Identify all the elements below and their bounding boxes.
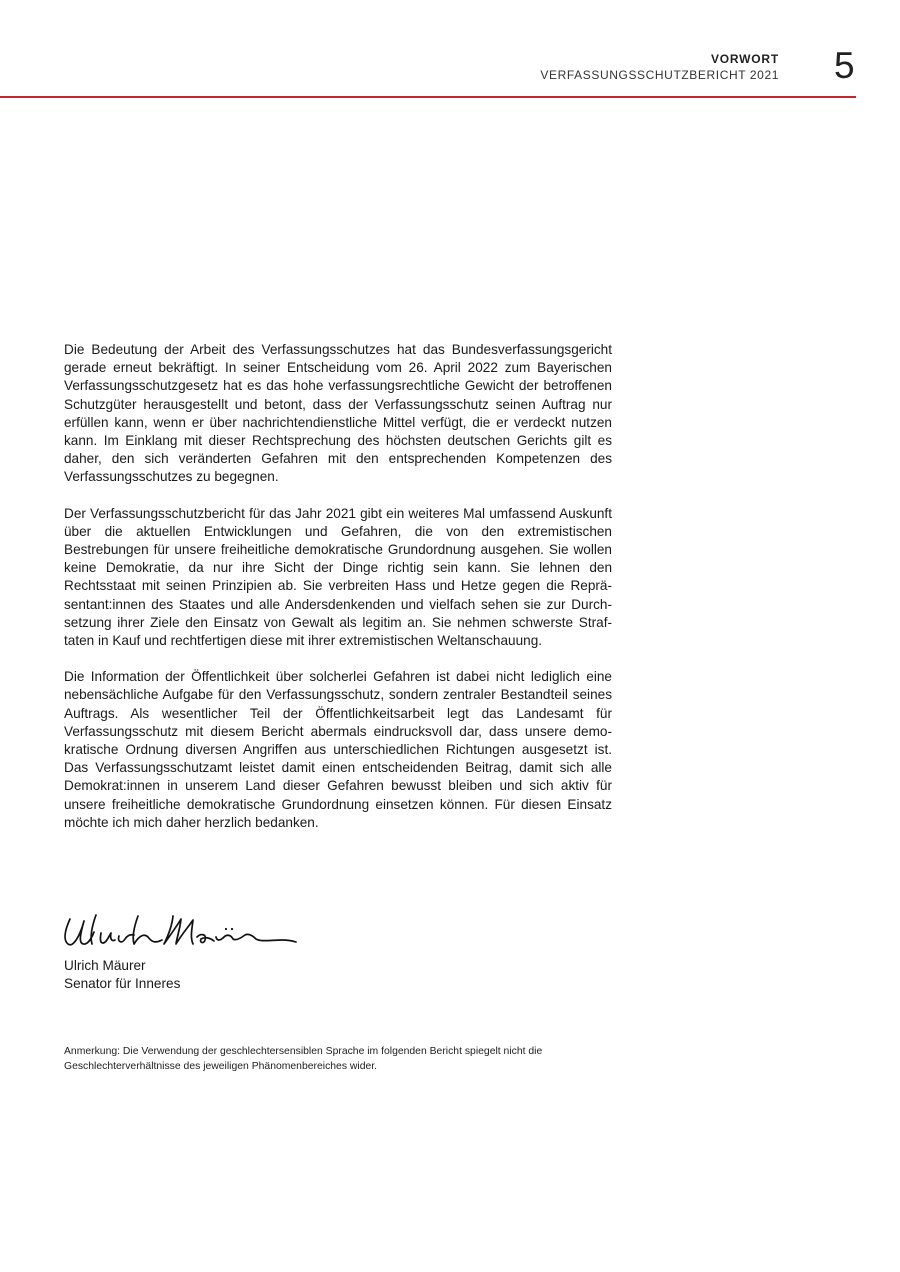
signatory-name: Ulrich Mäurer	[64, 958, 146, 973]
signatory-title: Senator für Inneres	[64, 976, 181, 992]
paragraph-1: Die Bedeutung der Arbeit des Verfassungsschutzes hat das Bundesverfassungsgericht gerade erneut bekräftigt. In seiner Entscheidung vom 26. April 2022 zum Bayerischen Verfassungsschutzgesetz hat es das hohe verfassungsrechtliche Gewicht der betroffenen Schutzgüter herausgestellt und betont, dass der Verfassungsschutz seinen Auftrag nur erfüllen kann, wenn er über nachrichtendienstliche Mittel verfügt, die er verdeckt nutzen kann. Im Einklang mit dieser Rechtsprechung des höchsten deutschen Gerichts gilt es daher, den sich veränderten Gefahren mit den entsprechenden Kompetenzen des Verfassungsschutzes zu begegnen.	[64, 342, 612, 485]
signatory	[64, 957, 180, 993]
paragraph-2: Der Verfassungsschutzbericht für das Jahr 2021 gibt ein weiteres Mal umfassend Auskunft über die aktuellen Entwicklungen und Gefahren, die von den extremistischen Bestrebungen für unsere freiheitliche demokratische Grundordnung ausgehen. Sie wollen keine Demokratie, da nur ihre Sicht der Dinge richtig sein kann. Sie lehnen den Rechtsstaat mit seinen Prinzipien ab. Sie verbreiten Hass und Hetze gegen die Repräsentant:innen des Staates und alle Andersdenkenden und vielfach sehen sie zur Durchsetzung ihrer Ziele den Einsatz von Gewalt als legitim an. Sie nehmen schwerste Straftaten in Kauf und rechtfertigen diese mit ihrer extremistischen Weltanschauung.	[64, 505, 612, 649]
paragraph-3: Die Information der Öffentlichkeit über solcherlei Gefahren ist dabei nicht lediglich eine nebensächliche Aufgabe für den Verfassungsschutz, sondern zentraler Bestandteil seines Auftrags. Als wesentlicher Teil der Öffentlichkeitsarbeit legt das Landesamt für Verfassungsschutz mit diesem Bericht abermals eindrucksvoll dar, dass unsere demokratische Ordnung diversen Angriffen aus unterschiedlichen Richtungen ausgesetzt ist. Das Verfassungsschutzamt leistet damit einen entscheidenden Beitrag, damit sich alle Demokrat:innen in unserem Land dieser Gefahren bewusst bleiben und sich aktiv für unsere freiheitliche demokratische Grundordnung einsetzen können. Für diesen Einsatz möchte ich mich daher herzlich bedanken.	[64, 669, 612, 830]
header-divider	[0, 96, 856, 98]
page-number: 5	[834, 45, 855, 86]
report-title: VERFASSUNGSSCHUTZBERICHT 2021	[540, 68, 779, 82]
language-note: Anmerkung: Die Verwendung der geschlechtersensiblen Sprache im folgenden Bericht spiegelt nicht die Geschlechterverhältnisse des jeweiligen Phänomenbereiches wider.	[64, 1046, 543, 1072]
page-header	[0, 0, 900, 100]
handwritten-signature	[60, 906, 300, 954]
section-title: VORWORT	[710, 52, 779, 66]
running-header	[540, 51, 779, 83]
foreword-text	[64, 341, 612, 850]
